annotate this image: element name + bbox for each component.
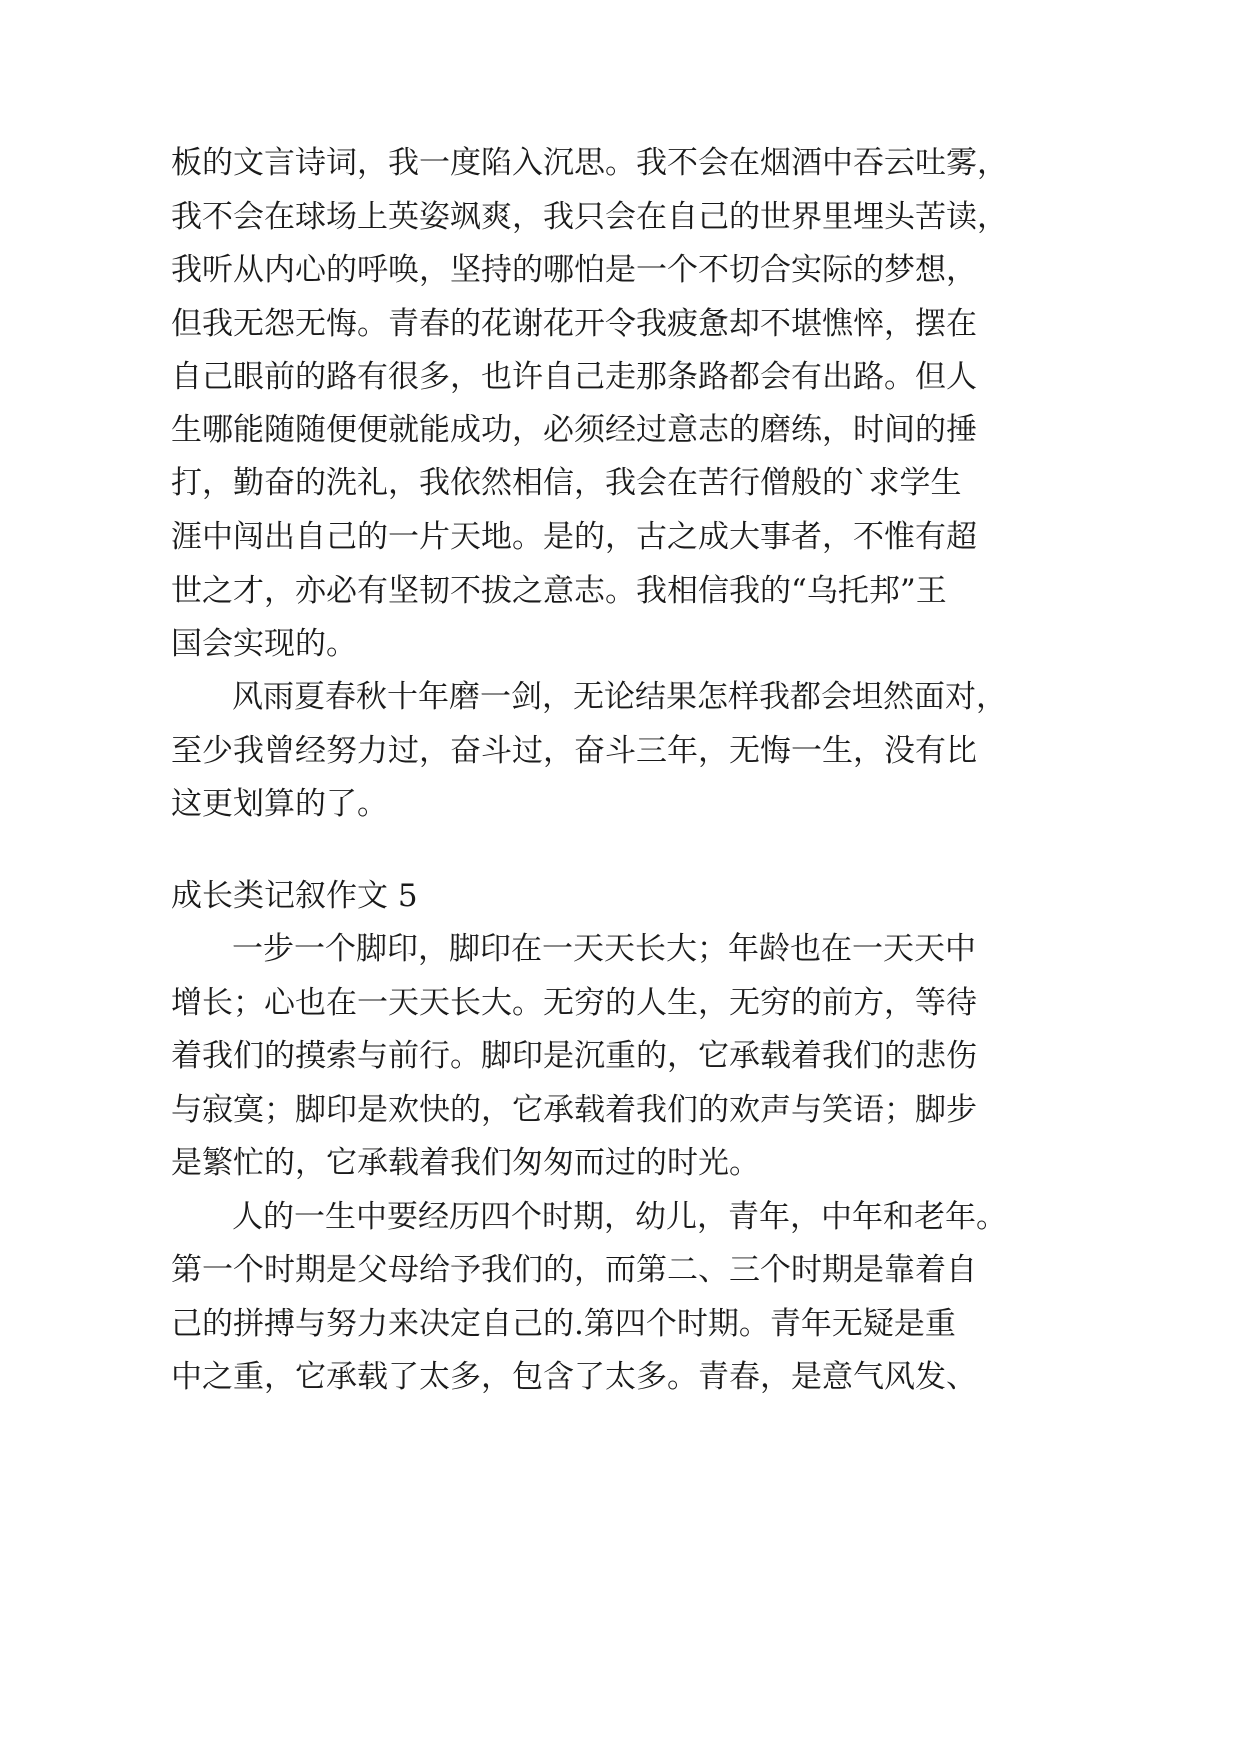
text-line: 己的拼搏与努力来决定自己的.第四个时期。青年无疑是重 [171,1306,956,1342]
text-line: 打，勤奋的洗礼，我依然相信，我会在苦行僧般的`求学生 [171,465,962,501]
section-heading: 成长类记叙作文 5 [171,878,418,914]
text-line: 但我无怨无悔。青春的花谢花开令我疲惫却不堪憔悴，摆在 [171,306,977,342]
text-line: 着我们的摸索与前行。脚印是沉重的，它承载着我们的悲伤 [171,1038,977,1074]
text-line: 我听从内心的呼唤，坚持的哪怕是一个不切合实际的梦想， [171,252,977,288]
text-line: 国会实现的。 [171,626,357,662]
text-line: 一步一个脚印，脚印在一天天长大；年龄也在一天天中 [232,931,976,967]
text-line: 中之重，它承载了太多，包含了太多。青春，是意气风发、 [171,1359,977,1395]
text-line: 板的文言诗词，我一度陷入沉思。我不会在烟酒中吞云吐雾， [171,145,1008,181]
text-line: 至少我曾经努力过，奋斗过，奋斗三年，无悔一生，没有比 [171,733,977,769]
text-line: 风雨夏春秋十年磨一剑，无论结果怎样我都会坦然面对， [232,679,1007,715]
text-line: 是繁忙的，它承载着我们匆匆而过的时光。 [171,1145,760,1181]
text-line: 涯中闯出自己的一片天地。是的，古之成大事者，不惟有超 [171,519,977,555]
text-line: 自己眼前的路有很多，也许自己走那条路都会有出路。但人 [171,359,977,395]
text-line: 世之才，亦必有坚韧不拔之意志。我相信我的“乌托邦”王 [171,573,947,609]
text-line: 人的一生中要经历四个时期，幼儿，青年，中年和老年。 [232,1199,1007,1235]
text-line: 我不会在球场上英姿飒爽，我只会在自己的世界里埋头苦读， [171,199,1008,235]
text-line: 第一个时期是父母给予我们的，而第二、三个时期是靠着自 [171,1252,977,1288]
text-line: 生哪能随随便便就能成功，必须经过意志的磨练，时间的捶 [171,412,977,448]
text-line: 这更划算的了。 [171,786,388,822]
text-line: 增长；心也在一天天长大。无穷的人生，无穷的前方，等待 [171,985,977,1021]
text-line: 与寂寞；脚印是欢快的，它承载着我们的欢声与笑语；脚步 [171,1092,977,1128]
